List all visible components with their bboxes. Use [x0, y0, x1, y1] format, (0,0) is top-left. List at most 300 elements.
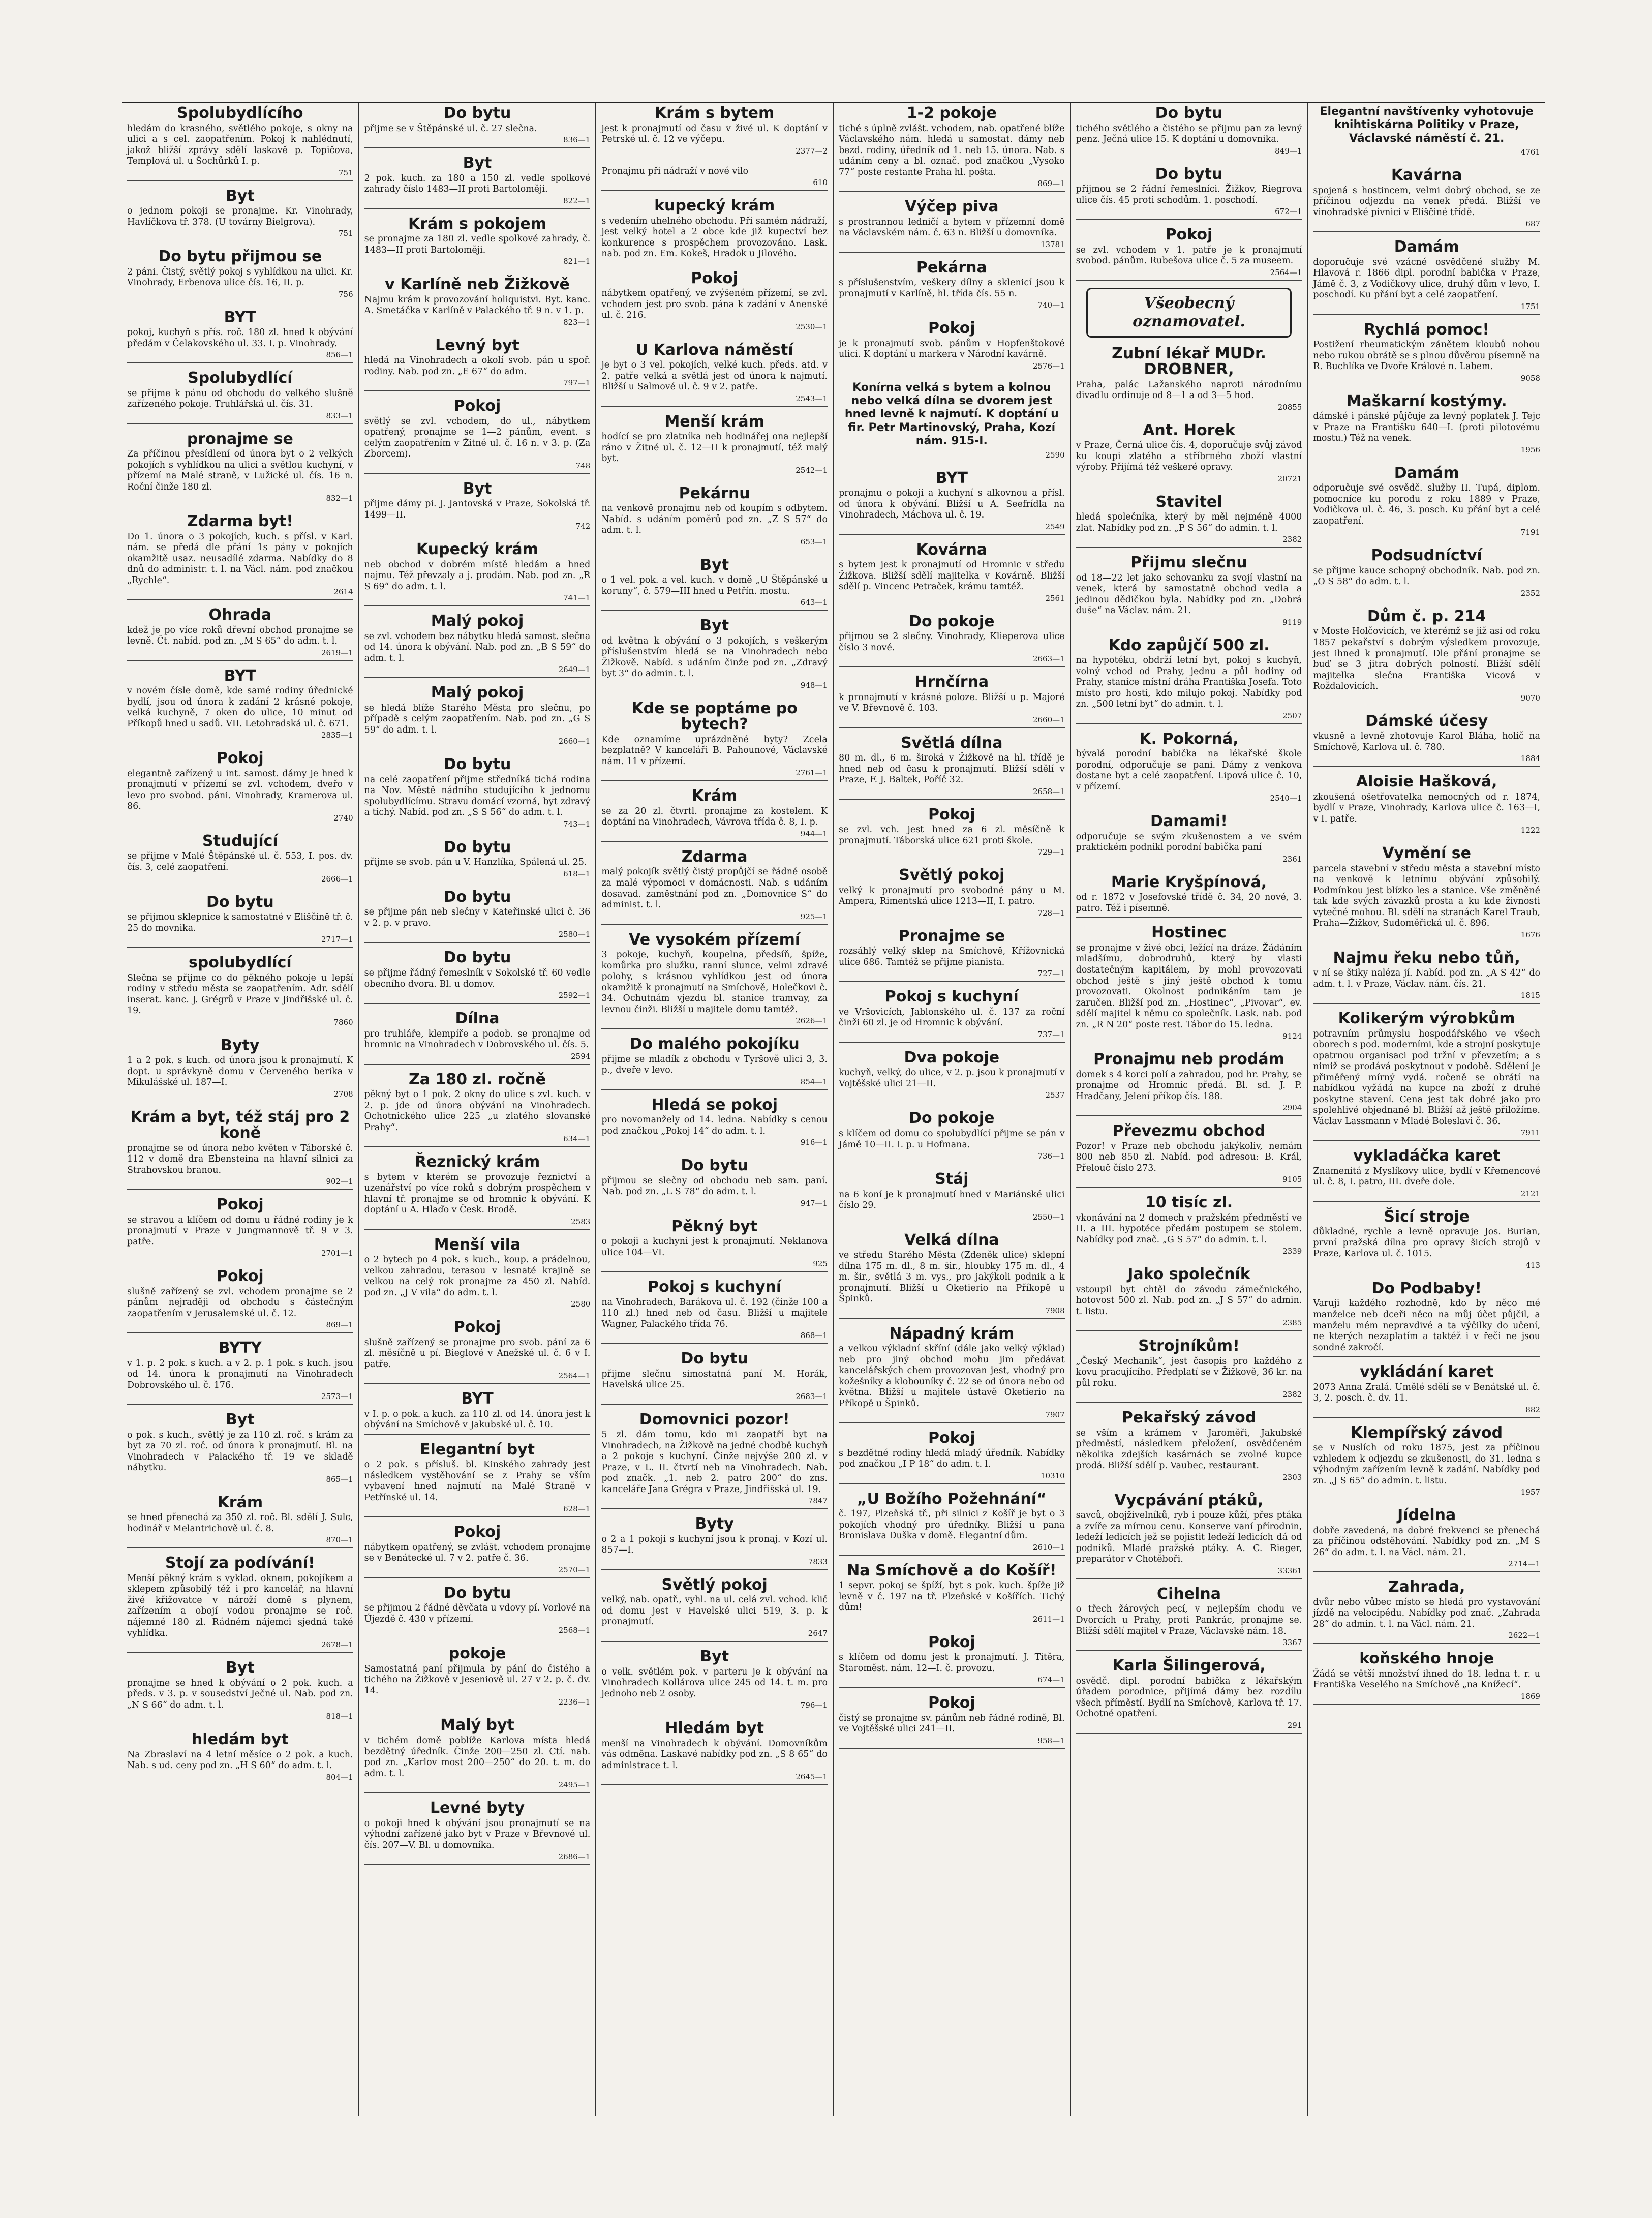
- ad-title: Stáj: [935, 1170, 969, 1189]
- ad-title: Byt: [225, 1659, 255, 1677]
- ad-divider: [127, 423, 353, 424]
- classified-ad: [601, 198, 828, 263]
- ad-code: 9105: [1282, 1175, 1302, 1184]
- ad-code: 2740: [333, 813, 353, 823]
- banner-line-1: Všeobecný: [1144, 294, 1234, 312]
- ad-title: Kupecký krám: [416, 540, 538, 559]
- ad-body: neb obchod v dobrém místě hledám a hned najmu. Též převzaly a j. prodám. Nab. pod zn. „R S 69“ do adm. t. l.: [364, 559, 591, 592]
- ad-code: 2592—1: [558, 991, 591, 1000]
- classified-ad: [839, 1430, 1065, 1484]
- ad-body: se přijme kauce schopný obchodník. Nab. pod zn. „O S 58“ do adm. t. l.: [1313, 565, 1540, 587]
- ad-title: Hledám byt: [665, 1719, 764, 1738]
- classified-ad: [127, 1412, 353, 1487]
- ad-title: Kovárna: [916, 540, 988, 559]
- classified-ad: [364, 756, 591, 832]
- ad-body: v Praze, Černá ulice čís. 4, doporučuje svůj závod ku koupi zlatého a stříbrného zboží vlastní výroby. Přijímá též veškeré opravy.: [1076, 440, 1302, 473]
- ad-code: 687: [1525, 219, 1540, 229]
- ad-title: Ohrada: [208, 606, 272, 624]
- ad-title: Světlý pokoj: [899, 866, 1005, 885]
- ad-title: Elegantní byt: [419, 1440, 535, 1459]
- ad-title: Pokoj: [691, 269, 738, 287]
- ad-title: Krám s bytem: [655, 104, 775, 122]
- classified-ad: [1313, 393, 1540, 458]
- classified-ad: [127, 431, 353, 507]
- classified-ad: [601, 1412, 828, 1509]
- classified-ad: [127, 513, 353, 600]
- ad-body: slušně zařízený se pronajme pro svob. pání za 6 zl. měsíčně u pí. Bieglové v Anežské ul. č. 6 v I. patře.: [364, 1337, 591, 1370]
- ad-code: 2382: [1282, 535, 1302, 544]
- classified-ad: [1076, 422, 1302, 487]
- classified-ad: [839, 105, 1065, 192]
- ad-title: Damám: [1394, 464, 1459, 482]
- ad-body: Najmu krám k provozování holiquistvi. Byt. kanc. A. Smetáčka v Karlíně v Palackého tř. 9 n. v 1. p.: [364, 294, 591, 316]
- ad-code: 2660—1: [1032, 715, 1065, 724]
- ad-title: Do pokoje: [909, 612, 995, 630]
- classified-ad: [1076, 105, 1302, 159]
- ad-code: 7908: [1045, 1305, 1065, 1315]
- ad-code: 2626—1: [796, 1016, 828, 1026]
- ad-title: Do bytu: [1155, 104, 1223, 122]
- ad-title: Ant. Horek: [1143, 421, 1235, 439]
- ad-code: 2761—1: [796, 768, 828, 778]
- ad-code: 2382: [1282, 1390, 1302, 1400]
- classified-ad: [127, 1268, 353, 1333]
- ad-code: 2622—1: [1508, 1631, 1540, 1640]
- classified-ad: [127, 607, 353, 661]
- ad-code: 2904: [1282, 1103, 1302, 1113]
- ad-body: Samostatná paní přijmula by pání do čistého a tichého na Žižkově v Jeseniově ul. 27 v 2. p. č. dv. 14.: [364, 1663, 591, 1696]
- ad-code: 882: [1525, 1405, 1540, 1414]
- ad-code: 3367: [1282, 1638, 1302, 1648]
- classified-ad: [839, 1326, 1065, 1423]
- ad-title: Do pokoje: [909, 1109, 995, 1128]
- ad-body: odporučuje se svým zkušenostem a ve svém praktickém podnikl porodní babička paní: [1076, 831, 1302, 853]
- ad-code: 902—1: [326, 1177, 353, 1187]
- ad-body: k pronajmutí v krásné poloze. Bližší u p. Majoré ve V. Břevnově č. 103.: [838, 692, 1065, 714]
- ad-code: 2714—1: [1508, 1559, 1540, 1569]
- ads-column-6: [1308, 103, 1545, 2116]
- ad-body: se přijme pán neb slečny v Kateřinské ulici č. 36 v 2. p. v pravo.: [364, 907, 591, 928]
- ad-title: Světlý pokoj: [661, 1575, 768, 1594]
- ad-body: 1 sepvr. pokoj se špíží, byt s pok. kuch. špíže již levně v č. 197 na tř. Plzeňské v Košířích. Tichý dům!: [838, 1581, 1065, 1613]
- ad-body: s prostrannou ledničí a bytem v přízemní domě na Václavském nám. č. 63 n. Bližší u domovníka.: [838, 217, 1065, 238]
- ad-title: Kdo zapůjčí 500 zl.: [1108, 636, 1270, 654]
- ad-code: 2580—1: [558, 930, 591, 939]
- ad-body: s bezdětné rodiny hledá mladý úředník. Nabídky pod značkou „I P 18“ do adm. t. l.: [838, 1448, 1065, 1470]
- ads-column-4: [834, 103, 1071, 2116]
- ad-title: Byt: [700, 556, 729, 574]
- classified-ad: [1076, 874, 1302, 918]
- classified-ad: [839, 1695, 1065, 1749]
- ad-body: vstoupil byt chtěl do závodu zámečnického, hotovost 500 zl. Nab. pod zn. „J S 57“ do admin. t. listu.: [1076, 1284, 1302, 1317]
- ad-code: 1869: [1520, 1691, 1540, 1701]
- classified-ad: [364, 839, 591, 882]
- ad-code: 7860: [333, 1017, 353, 1027]
- classified-ad: [364, 1072, 591, 1147]
- ad-divider: [1076, 1187, 1302, 1188]
- ad-body: se vším a krámem v Jaroměři, Jakubské předměstí, následkem přeložení, osvědčeném několika zdejších kasárnách se zvolné kupce prodá. Bližší sdělí p. Vaubec, restaurant.: [1076, 1427, 1302, 1471]
- ad-title: Krám s pokojem: [408, 215, 546, 233]
- ad-body: se hned přenechá za 350 zl. roč. Bl. sdělí J. Sulc, hodinář v Melantrichově ul. č. 8.: [127, 1512, 353, 1534]
- classified-ad: [1313, 1148, 1540, 1202]
- classified-ad: [1076, 731, 1302, 807]
- classified-ad: [1076, 494, 1302, 548]
- ad-title: Pokoj: [217, 749, 264, 768]
- ad-divider: [839, 1042, 1065, 1043]
- classified-ad: [364, 889, 591, 943]
- ad-body: pronajme se od února nebo květen v Táborské č. 112 v domě dra Ebensteina na hlavní silnici za Strahovskou branou.: [127, 1143, 353, 1175]
- ad-code: 856—1: [326, 350, 353, 360]
- ad-body: pokoj, kuchyň s přís. roč. 180 zl. hned k obývání předám v Čelakovského ul. 33. I. p. Vinohrady.: [127, 327, 353, 349]
- ad-title: Byt: [225, 187, 255, 205]
- ad-title: Damám: [1394, 238, 1459, 256]
- classified-ad: [127, 310, 353, 363]
- ad-title: Ve vysokém přízemí: [629, 930, 801, 949]
- ad-code: 1751: [1520, 301, 1540, 311]
- ad-body: dámské i pánské půjčuje za levný poplatek J. Tejc v Praze na Františku 640—I. (proti pilotovému mostu.) Též na venek.: [1313, 411, 1540, 444]
- ad-body: hledám do krasného, světlého pokoje, s okny na ulici a s cel. zaopatřením. Pokoj k nahlédnutí, jakož bližší zprávy sdělí laskavě p. Topičova, Templová ul. u Šochůrků I. p.: [127, 123, 353, 167]
- ad-code: 643—1: [800, 598, 828, 607]
- ad-title: U Karlova náměstí: [635, 341, 793, 359]
- ad-title: Do Podbaby!: [1371, 1279, 1482, 1297]
- ad-code: 2339: [1282, 1247, 1302, 1256]
- ad-title: spolubydlící: [188, 954, 292, 972]
- ad-body: na 6 koní je k pronajmutí hned v Mariánské ulici číslo 29.: [838, 1189, 1065, 1211]
- classified-ad: [364, 105, 591, 148]
- classified-ad: [601, 166, 828, 191]
- classified-ad: [839, 1110, 1065, 1164]
- classified-ad: [1076, 555, 1302, 630]
- ad-code: 2701—1: [321, 1249, 353, 1258]
- ad-body: dobře zavedená, na dobré frekvenci se přenechá za příčinou odstěhování. Nabídky pod zn. „M S 26“ do adm. t. l. na Václ. nám. 21.: [1313, 1525, 1540, 1558]
- ad-body: o 1 vel. pok. a vel. kuch. v domě „U Štěpánské u koruny“, č. 579—III hned u Petřín. mostu.: [601, 575, 828, 596]
- ad-body: přijmou se 2 slečny. Vinohrady, Klieperova ulice číslo 3 nové.: [838, 631, 1065, 653]
- ad-title: Hrnčírna: [914, 673, 989, 691]
- classified-ad: [127, 833, 353, 887]
- ad-divider: [839, 534, 1065, 535]
- ad-divider: [1076, 1402, 1302, 1403]
- ad-title: Pokoj: [453, 1318, 501, 1336]
- ad-code: 2580: [571, 1299, 591, 1309]
- classified-ad: [601, 1351, 828, 1405]
- ad-body: od května k obývání o 3 pokojích, s veškerým příslušenstvím hledá se na Vinohradech nebo Žižkově. Nabíd. s udáním činže pod zn. „Zdravý byt 3“ do admin. t. l.: [601, 635, 828, 679]
- ad-body: Žádá se větší množství ihned do 18. ledna t. r. u Františka Veselého na Smíchově „na Knížecí“.: [1313, 1668, 1540, 1690]
- classified-ad: [601, 618, 828, 693]
- ad-code: 2647: [808, 1629, 828, 1638]
- ad-code: 1676: [1520, 930, 1540, 939]
- ad-divider: [364, 1383, 591, 1384]
- classified-ad: [601, 932, 828, 1029]
- classified-ad: [601, 342, 828, 407]
- ad-divider: [1313, 1356, 1540, 1357]
- ad-title: pokoje: [448, 1645, 506, 1663]
- ad-body: zkoušená ošetřovatelka nemocných od r. 1874, bydlí v Praze, Vinohrady, Karlova ulice č. 163—I, v I. patře.: [1313, 792, 1540, 824]
- ad-title: Řeznický krám: [414, 1153, 540, 1171]
- ad-divider: [1313, 231, 1540, 232]
- ad-divider: [364, 390, 591, 391]
- classified-ad: [364, 685, 591, 749]
- ad-body: doporučuje své vzácné osvědčené služby M. Hlavová r. 1866 dipl. porodní babička v Praze, Jámě č. 3, z Vodičkovy ulice, druhý dům v levo, I. poschodí. Ku přání byt a celé zaopatření.: [1313, 257, 1540, 300]
- ad-title: Do bytu: [443, 755, 511, 774]
- ad-title: Pokoj: [453, 1523, 501, 1541]
- ad-code: 628—1: [563, 1504, 591, 1514]
- ad-body: a velkou výkladní skříní (dále jako velký výklad) neb pro jiný obchod mohu jim předávat kancelářských chem provozovan jest, vhodný pro kožešníky a klobouníky č. 22 se od února nebo od května. Bližší u majitele ústavě Oketierio na Příkopě u Špinků.: [838, 1344, 1065, 1409]
- ad-code: 823—1: [563, 317, 591, 327]
- ad-divider: [601, 190, 828, 191]
- ad-code: 2495—1: [558, 1780, 591, 1790]
- ad-title: Pokoj: [453, 397, 501, 415]
- classified-ad: [839, 807, 1065, 861]
- ad-divider: [127, 947, 353, 948]
- ad-divider: [601, 1089, 828, 1090]
- ad-body: malý pokojík světlý čistý propůjčí se řádné osobě za malé výpomoci v domácnosti. Nab. s udáním dosavad. zaměstnání pod zn. „Domovnice S“ do administ. t. l.: [601, 867, 828, 910]
- ad-divider: [839, 1687, 1065, 1688]
- ad-code: 854—1: [800, 1077, 828, 1086]
- ad-divider: [839, 252, 1065, 253]
- ad-body: nábytkem opatřený, se zvlášt. vchodem pronajme se v Benátecké ul. 7 v 2. patře č. 36.: [364, 1542, 591, 1564]
- ad-title: K. Pokorná,: [1139, 730, 1239, 748]
- ad-body: odporučuje své osvědč. služby II. Tupá, diplom. pomocníce ku porodu z roku 1889 v Praze, Vodičkova ul. č. 46, 3. posch. Ku přání byt a celé zaopatření.: [1313, 483, 1540, 526]
- ad-code: 2614: [333, 587, 353, 597]
- ad-divider: [601, 924, 828, 925]
- ad-code: 610: [813, 178, 828, 188]
- classified-ad: [1313, 1579, 1540, 1644]
- ad-code: 7911: [1520, 1128, 1540, 1138]
- ad-code: 925—1: [800, 911, 828, 921]
- ad-divider: [601, 1508, 828, 1509]
- ad-code: 2683—1: [796, 1391, 828, 1401]
- classified-ad: [839, 867, 1065, 921]
- ad-code: 916—1: [800, 1138, 828, 1147]
- ad-title: Pokoj: [217, 1196, 264, 1214]
- ad-code: 9058: [1520, 373, 1540, 383]
- ad-divider: [1076, 1330, 1302, 1331]
- classified-ad: [127, 188, 353, 242]
- classified-ad: [839, 320, 1065, 374]
- ad-title: Pokoj: [1165, 226, 1213, 244]
- ad-body: velký, nab. opatř., vyhl. na ul. celá zvl. vchod. klič od domu jest v Havelské ulici 519, 3. p. k pronajmutí.: [601, 1595, 828, 1627]
- ad-code: 740—1: [1037, 300, 1065, 310]
- ad-divider: [127, 1189, 353, 1190]
- classified-ad: [839, 381, 1065, 463]
- classified-ad: [839, 542, 1065, 606]
- ad-divider: [1076, 917, 1302, 918]
- ad-title: Hledá se pokoj: [651, 1096, 778, 1114]
- ad-body: se hledá blíže Starého Města pro slečnu, po případě s celým zaopatřením. Nab. pod zn. „G S 59“ do adm. t. l.: [364, 703, 591, 735]
- classified-ad: [1076, 1658, 1302, 1734]
- ad-title: Do bytu: [443, 888, 511, 906]
- classified-ad: [364, 1442, 591, 1517]
- ad-body: elegantně zařízený u int. samost. dámy je hned k pronajmutí v přízemí se zvl. vchodem, dveřo v levo pro svobod. páni. Vinohrady, Kramerova ul. 86.: [127, 768, 353, 812]
- ad-body: o 2 a 1 pokoji s kuchyní jsou k pronaj. v Kozí ul. 857—I.: [601, 1534, 828, 1556]
- classified-ad: [839, 1050, 1065, 1104]
- ad-title: Do bytu: [681, 1157, 748, 1175]
- ad-body: menší na Vinohradech k obývání. Domovníkům vás odměna. Laskavé nabídky pod zn. „S 8 65“ do administrace t. l.: [601, 1738, 828, 1771]
- ad-title: Menší krám: [664, 412, 764, 431]
- ad-code: 751: [339, 229, 353, 238]
- ad-body: Za příčinou přesídlení od února byt o 2 velkých pokojích s vyhlídkou na ulici a světlou kuchyní, v přízemí na Malé straně, v Lužické ul. čís. 16 n. Roční činže 180 zl.: [127, 449, 353, 492]
- ad-body: 2 pok. kuch. za 180 a 150 zl. vedle spolkové zahrady číslo 1483—II proti Bartoloměji.: [364, 173, 591, 195]
- ad-body: přijme dámy pi. J. Jantovská v Praze, Sokolská tř. 1499—II.: [364, 499, 591, 520]
- ad-code: 728—1: [1037, 908, 1065, 918]
- ad-code: 2550—1: [1032, 1212, 1065, 1222]
- ad-divider: [601, 610, 828, 611]
- ad-code: 634—1: [563, 1134, 591, 1144]
- ad-code: 2619—1: [321, 648, 353, 657]
- ad-code: 2666—1: [321, 874, 353, 884]
- ad-body: o pokoji hned k obývání jsou pronajmutí se na výhodní zařízené jako byt v Praze v Břevnové ul. čís. 207—V. Bl. u domovníka.: [364, 1818, 591, 1850]
- ad-code: 833—1: [326, 411, 353, 420]
- classified-ad: [839, 199, 1065, 253]
- ad-body: v novém čísle domě, kde samé rodiny úřednické bydlí, jsou od února k zadání 2 krásné pokoje, velká kuchyně, 7 oken do ulice, 10 minut od Příkopů hned u sadů. VII. Letohradská ul. č. 671.: [127, 686, 353, 729]
- ad-divider: [1313, 766, 1540, 767]
- ad-code: 2576—1: [1032, 361, 1065, 371]
- classified-ad: [1313, 322, 1540, 386]
- ad-title: Byty: [221, 1036, 260, 1054]
- ad-divider: [1313, 1704, 1540, 1705]
- ad-divider: [839, 1555, 1065, 1556]
- ad-title: Menší vila: [434, 1235, 521, 1254]
- ad-title: koňského hnoje: [1359, 1650, 1494, 1668]
- ad-divider: [1313, 1140, 1540, 1141]
- ad-divider: [1313, 1643, 1540, 1644]
- classified-ad: [364, 338, 591, 391]
- ad-body: důkladné, rychle a levně opravuje Jos. Burian, první pražská dílna pro opravy šicích strojů v Praze, Karlova ul. č. 1015.: [1313, 1227, 1540, 1259]
- ad-title: „U Božího Požehnání“: [856, 1490, 1047, 1508]
- ad-code: 804—1: [326, 1772, 353, 1782]
- ad-body: o pokoji a kuchyni jest k pronajmutí. Neklanova ulice 104—VI.: [601, 1236, 828, 1258]
- ad-code: 2573—1: [321, 1392, 353, 1402]
- classified-ad: [364, 1237, 591, 1313]
- ad-title: Do bytu: [443, 949, 511, 967]
- ad-divider: [1076, 1115, 1302, 1116]
- ad-title: Do bytu: [681, 1350, 748, 1368]
- classified-ad: [601, 105, 828, 159]
- ad-body: se za 20 zl. čtvrtl. pronajme za kostelem. K doptání na Vinohradech, Vávrova třída č. 8, I. p.: [601, 806, 828, 828]
- ad-divider: [364, 208, 591, 209]
- ad-title: Pekařský závod: [1121, 1409, 1257, 1427]
- ad-title: Malý pokoj: [431, 684, 524, 702]
- ad-title: Vycpávání ptáků,: [1114, 1491, 1264, 1509]
- ad-title: Pokoj: [928, 1633, 975, 1651]
- ad-body: pronajme se hned k obývání o 2 pok. kuch. a předs. v 3. p. v sousedství Ječné ul. Nab. pod zn. „N S 66“ do adm. t. l.: [127, 1678, 353, 1710]
- ad-divider: [127, 180, 353, 181]
- ad-code: 10310: [1040, 1471, 1065, 1480]
- banner-line-2: oznamovatel.: [1133, 312, 1245, 330]
- ad-title: Dílna: [455, 1010, 500, 1028]
- ad-title: Levný byt: [435, 336, 519, 354]
- ad-code: 2236—1: [558, 1697, 591, 1707]
- ad-body: na Vinohradech, Barákova ul. č. 192 (činže 100 a 110 zl.) hned neb od času. Bližší u majitele Wagner, Palackého třída 76.: [601, 1297, 828, 1329]
- classified-ad: [127, 1340, 353, 1405]
- ad-code: 797—1: [563, 378, 591, 388]
- classified-ad: [1076, 346, 1302, 415]
- ad-divider: [839, 981, 1065, 982]
- ad-divider: [127, 362, 353, 363]
- ad-body: je byt o 3 vel. pokojích, velké kuch. předs. atd. v 2. patře velká a světlá jest od února k najmutí. Bližší u Salmové ul. č. 9 v 2. patře.: [601, 360, 828, 392]
- ad-code: 727—1: [1037, 969, 1065, 979]
- ad-divider: [364, 1434, 591, 1435]
- ad-body: 80 m. dl., 6 m. široká v Žižkově na hl. třídě je hned neb od času k pronajmutí. Bližší sdělí v Praze, F. J. Baltek, Poříč 32.: [838, 753, 1065, 785]
- ad-body: potravním průmyslu hospodářského ve všech oborech s pod. moderními, kde a strojní poskytuje opatrnou organisaci pod tržní v převzetím; a s nimiž se prodává poskytnout v podobě. Sdělení je přiměřený mírný vydá. ročeně se obrátí na nabídkou vyžádá na kupce na zboží z druhé poskytne stavení. Cena jest tak dobré jako pro spolehlivé objednané bl. Bližší až ještě přiložíme. Václav Lassmann v Mladé Boleslavi č. 36.: [1313, 1028, 1540, 1127]
- ad-body: kdež je po více roků dřevní obchod pronajme se levně. Čt. nabíd. pod zn. „M S 65“ do adm. t. l.: [127, 625, 353, 647]
- ad-title: Spolubydlící: [188, 369, 293, 387]
- ad-divider: [127, 1332, 353, 1333]
- ad-title: Marie Kryšpínová,: [1111, 873, 1267, 891]
- classified-ad: [364, 1391, 591, 1435]
- classified-ad: [601, 1649, 828, 1713]
- classified-ad: [601, 788, 828, 842]
- ad-title: Malý pokoj: [431, 612, 524, 630]
- ad-divider: [839, 1483, 1065, 1484]
- ad-divider: [1313, 1201, 1540, 1202]
- ad-body: od 18—22 let jako schovanku za svojí vlastní na venek, která by samostatně obchod vedla a jedinou dědičkou byla. Nabídky pod zn. „Dobrá duše“ na Václav. nám. 21.: [1076, 572, 1302, 616]
- ad-body: v I. p. o pok. a kuch. za 110 zl. od 14. února jest k obývání na Smíchově v Jakubské ul. č. 10.: [364, 1409, 591, 1431]
- classified-ad: [364, 1154, 591, 1230]
- ad-divider: [127, 1652, 353, 1653]
- ad-title: 1-2 pokoje: [906, 104, 997, 122]
- ad-body: pronajmu o pokoji a kuchyní s alkovnou a přísl. od února k obývání. Bližší u A. Seefrídla na Vinohradech, Máchova ul. č. 19.: [838, 488, 1065, 521]
- classified-ad: [1313, 609, 1540, 706]
- ad-divider: [127, 660, 353, 661]
- classified-ad: [1076, 1266, 1302, 1331]
- ad-title: BYT: [935, 469, 968, 487]
- ad-code: 2361: [1282, 854, 1302, 864]
- ad-body: o pok. s kuch., světlý je za 110 zl. roč. s krám za byt za 70 zl. roč. od února k pronajmutí. Bl. na Vinohradech v Palackého tř. 19 ve skladě nábytku.: [127, 1430, 353, 1473]
- ad-code: 2708: [333, 1089, 353, 1099]
- ad-title: BYTY: [218, 1339, 262, 1357]
- ad-code: 2564—1: [558, 1371, 591, 1381]
- ad-body: v Moste Holčovicích, ve kterémž se již asi od roku 1857 pekařství s dobrým výsledkem provozuje, jest ihned k pronajmutí. Dle přání pronajme se buď se 3 jitra dobrých polností. Bližší sdělí majitelka slečna Františka Vicová v Roždalovicích.: [1313, 626, 1540, 692]
- ad-title: Damami!: [1150, 812, 1228, 831]
- ad-code: 2658—1: [1032, 786, 1065, 796]
- ad-divider: [364, 1064, 591, 1065]
- classified-ad: [1076, 166, 1302, 220]
- ad-title: Dva pokoje: [904, 1048, 1000, 1067]
- ad-code: 7191: [1520, 528, 1540, 537]
- ad-title: Výčep piva: [905, 198, 999, 216]
- ad-body: 3 pokoje, kuchyň, koupelna, předsíň, špíže, komůrka pro služku, ranní slunce, velmi zdravé polohy, s krásnou vyhlídkou jest od února okamžitě k pronajmutí na Smíchově, Holečkovi č. 34. Ochutnám vjezdu bl. stanice tramvay, za levnou činži. Bližší u majitele domu tamtéž.: [601, 950, 828, 1015]
- ad-title: Konírna velká s bytem a kolnou nebo velká dílna se dvorem jest hned levně k najmutí. K doptání u fir. Petr Martinovský, Praha, Kozí nám. 915-I.: [844, 381, 1059, 448]
- ad-divider: [1313, 1003, 1540, 1004]
- ad-code: 2303: [1282, 1472, 1302, 1482]
- ad-body: přijmou se slečny od obchodu neb sam. paní. Nab. pod zn. „L S 78“ do adm. t. l.: [601, 1175, 828, 1197]
- ad-divider: [364, 473, 591, 474]
- ad-body: se v Nuslích od roku 1875, jest za příčinou vzhledem k odjezdu se zkušenosti, do 31. ledna s výhodným zařízením levně k zadání. Nabídky pod zn. „J S 65“ do admin. t. listu.: [1313, 1443, 1540, 1486]
- ad-divider: [839, 1318, 1065, 1319]
- classified-ad: [839, 989, 1065, 1043]
- ad-body: bývalá porodní babička na lékařské škole porodní, odporučuje se pani. Dámy z venkova dostane byt a celé zaopatření. Lipová ulice č. 10, v přízemí.: [1076, 749, 1302, 792]
- ad-divider: [1076, 1578, 1302, 1579]
- ad-title: Dámské účesy: [1365, 712, 1488, 730]
- ad-code: 7833: [808, 1557, 828, 1566]
- ad-body: se přijmou sklepnice k samostatné v Eliščině tř. č. 25 do movnika.: [127, 912, 353, 933]
- ad-body: přijmou se 2 řádní řemeslníci. Žižkov, Riegrova ulice čís. 45 proti schodům. 1. poschodí.: [1076, 184, 1302, 205]
- ad-code: 796—1: [800, 1700, 828, 1710]
- classified-ad: [601, 1720, 828, 1785]
- ad-title: Pronajmu neb prodám: [1093, 1050, 1284, 1069]
- ad-divider: [1076, 723, 1302, 724]
- classified-ad: [1313, 845, 1540, 943]
- ad-divider: [1076, 547, 1302, 548]
- ad-title: Pekárna: [916, 258, 987, 277]
- classified-ad: [601, 1036, 828, 1090]
- classified-ad: [127, 1495, 353, 1548]
- ad-code: 1957: [1520, 1487, 1540, 1497]
- ads-column-3: [596, 103, 834, 2116]
- classified-ad: [127, 370, 353, 424]
- classified-ad: [364, 1319, 591, 1384]
